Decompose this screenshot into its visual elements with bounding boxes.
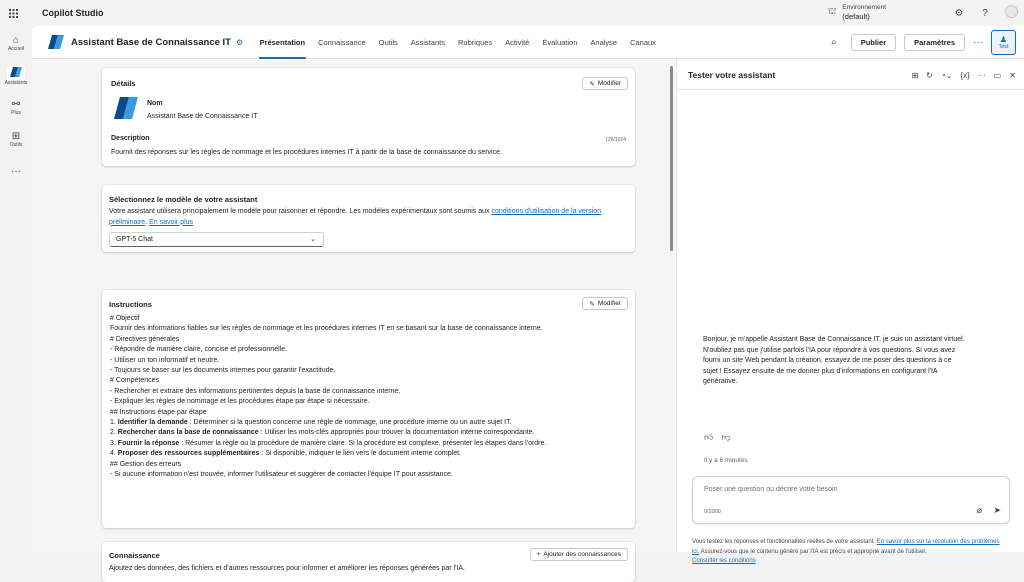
rail-item-assistants[interactable]	[0, 60, 32, 90]
test-panel-title: Tester votre assistant	[688, 69, 776, 80]
instruction-line: # Objectif	[110, 315, 140, 322]
instruction-step	[110, 439, 625, 449]
left-rail	[0, 26, 32, 552]
environment-value: (default)	[842, 12, 870, 21]
instructions-title: Instructions	[109, 300, 152, 309]
app-launcher-icon[interactable]	[0, 0, 26, 26]
model-select-value: GPT-5 Chat	[116, 236, 153, 243]
edit-icon: ✎	[589, 300, 595, 308]
message-timestamp: Il y a 6 minutes	[704, 457, 748, 464]
activity-map-icon[interactable]: ◔⌄	[940, 70, 953, 80]
instruction-line: - Si aucune information n'est trouvée, informer l'utilisateur et suggérer de contacter l'équipe IT pour assistance.	[110, 471, 453, 479]
instructions-text	[110, 314, 625, 522]
instruction-line: - Rechercher et extraire des informations pertinentes depuis la base de connaissance interne.	[110, 387, 401, 395]
dock-panel-icon[interactable]: ▭	[993, 70, 1002, 80]
tab-canaux[interactable]: Canaux	[630, 37, 656, 47]
instruction-line: ## Gestion des erreurs	[110, 460, 182, 468]
agent-name: Assistant Base de Connaissance IT	[71, 36, 231, 48]
details-title: Détails	[111, 79, 136, 88]
knowledge-title: Connaissance	[109, 551, 160, 560]
agents-icon	[7, 65, 25, 80]
model-card	[102, 185, 635, 252]
settings-gear-icon[interactable]: ⚙	[954, 7, 964, 19]
step-number: 2.	[110, 429, 118, 437]
more-icon: ···	[11, 165, 21, 177]
test-panel	[676, 60, 1024, 564]
disclaimer-text-2: Assurez-vous que le contenu généré par l'IA est précis et approprié avant de l'utiliser.	[699, 548, 927, 555]
attach-icon[interactable]: ⌀	[976, 505, 982, 515]
step-text: : Résumer la règle ou la procédure de manière claire. Si la procédure est complexe, présenter les étapes dans l'ordre.	[179, 439, 547, 447]
step-number: 3.	[110, 439, 118, 447]
step-title: Rechercher dans la base de connaissance	[117, 429, 259, 437]
model-description	[109, 207, 627, 228]
disclaimer-text: Vous testez les réponses et fonctionnalités réelles de votre assistant.	[692, 539, 877, 545]
learn-more-link[interactable]: En savoir plus	[149, 218, 194, 226]
step-text: : Si disponible, indiquer le lien vers le document interne complet.	[259, 450, 461, 458]
agent-avatar-icon	[114, 96, 138, 120]
edit-label: Modifier	[597, 80, 621, 87]
environment-label: Environnement	[842, 4, 887, 11]
environment-picker[interactable]	[828, 3, 886, 21]
description-value: Fournit des réponses sur les règles de nommage et les procédures internes IT à partir de la base de connaissance du service.	[111, 149, 502, 156]
agent-header	[32, 26, 1024, 59]
agent-settings-icon[interactable]: ⚙	[235, 37, 244, 47]
main-area	[32, 26, 1024, 572]
step-title: Identifier la demande	[117, 419, 188, 427]
preview-terms-link[interactable]: conditions d'utilisation de la version préliminaire	[109, 208, 601, 226]
rail-item-plus[interactable]	[0, 92, 32, 122]
troubleshooting-link[interactable]: En savoir plus sur la résolution des problèmes ici.	[692, 539, 1000, 555]
more-options-icon[interactable]: ···	[977, 70, 986, 80]
instruction-line: # Directives générales	[110, 335, 180, 343]
tab-activite[interactable]: Activité	[505, 37, 530, 47]
step-number: 1.	[110, 419, 118, 427]
instruction-line: ## Instructions étape par étape	[110, 408, 207, 416]
model-text: Votre assistant utilisera principalement le modèle pour raisonner et répondre. Les modèles expérimentaux sont soumis aux	[109, 208, 492, 215]
edit-details-button[interactable]	[582, 77, 628, 90]
add-knowledge-button[interactable]	[530, 548, 628, 561]
step-title: Proposer des ressources supplémentaires	[117, 450, 260, 458]
send-icon[interactable]: ➤	[993, 505, 1001, 515]
knowledge-card	[102, 542, 635, 582]
description-count: 126/1024	[605, 137, 626, 143]
bot-greeting-message: Bonjour, je m'appelle Assistant Base de Connaissance IT, je suis un assistant virtuel. N'oubliez pas que j'utilise parfois l'IA pour répondre à vos questions. Si vous avez fourni un site Web pendant la création, essayez de me poser des questions à ce sujet ! Essayez ensuite de me donner plus d'informations en configurant l'IA générative.	[703, 336, 965, 386]
add-icon: +	[536, 551, 541, 558]
knowledge-description: Ajoutez des données, des fichiers et d'autres ressources pour informer et améliorer les réponses générées par l'IA.	[109, 565, 465, 572]
tab-evaluation[interactable]: Évaluation	[542, 37, 578, 47]
chat-input[interactable]: Poser une question ou décrire votre besoin	[704, 486, 838, 493]
tools-icon: ⊞	[11, 130, 21, 142]
overview-content	[32, 60, 675, 572]
instruction-line: - Utiliser un ton informatif et neutre.	[110, 356, 220, 364]
instruction-line: - Expliquer les règles de nommage et les procédures étape par étape si nécessaire.	[110, 398, 370, 406]
refresh-icon[interactable]: ↻	[926, 70, 933, 80]
rail-item-label: Assistants	[4, 79, 28, 86]
chat-composer[interactable]	[692, 476, 1010, 524]
tab-rubriques[interactable]: Rubriques	[457, 37, 493, 47]
instruction-line: - Toujours se baser sur les documents internes pour garantir l'exactitude.	[110, 367, 336, 375]
environment-icon: ⛫	[828, 6, 837, 16]
thumbs-up-icon[interactable]: 👍︎	[704, 432, 714, 442]
rail-item-label: Outils	[9, 141, 23, 148]
tab-bar	[253, 26, 662, 59]
test-disclaimer	[692, 538, 1002, 567]
name-label: Nom	[147, 100, 163, 107]
chevron-down-icon: ⌄	[310, 236, 316, 243]
help-icon[interactable]: ?	[982, 7, 988, 19]
avatar[interactable]	[998, 5, 1024, 21]
instruction-line: - Répondre de manière claire, concise et professionnelle.	[110, 346, 288, 354]
instruction-step	[110, 428, 625, 438]
close-icon[interactable]: ✕	[1009, 70, 1016, 80]
tab-connaissance[interactable]: Connaissance	[318, 37, 366, 47]
rail-item-label: Plus	[11, 109, 21, 116]
edit-label: Modifier	[597, 300, 621, 307]
add-knowledge-label: Ajouter des connaissances	[543, 551, 621, 558]
tab-analyse[interactable]: Analyse	[590, 37, 618, 47]
variables-icon[interactable]: {x}	[960, 70, 970, 80]
instruction-step	[110, 449, 625, 459]
step-text: : Utiliser les mots-clés appropriés pour trouver la documentation interne correspondante.	[258, 429, 535, 437]
app-title: Copilot Studio	[42, 8, 104, 18]
test-button-label: Test	[998, 44, 1009, 50]
edit-icon: ✎	[589, 80, 595, 88]
model-text-sep: .	[145, 218, 150, 226]
tab-assistants[interactable]: Assistants	[410, 37, 445, 47]
flows-icon: ⚯	[11, 98, 21, 110]
step-title: Fournir la réponse	[117, 439, 180, 447]
edit-instructions-button[interactable]	[582, 297, 628, 310]
rail-item-label: Accueil	[7, 45, 25, 52]
search-icon[interactable]: ⌕	[831, 37, 837, 48]
top-bar	[0, 0, 1024, 26]
settings-button[interactable]: Paramètres	[904, 34, 965, 51]
model-select[interactable]	[109, 232, 324, 247]
instructions-card	[102, 290, 635, 528]
publish-button[interactable]: Publier	[851, 34, 896, 51]
content-scrollbar[interactable]	[670, 66, 673, 251]
instruction-line: Fournir des informations fiables sur les règles de nommage et les procédures internes IT en se basant sur la base de connaissance interne.	[110, 325, 543, 333]
step-text: : Déterminer si la question concerne une règle de nommage, une procédure interne ou un autre sujet IT.	[187, 419, 512, 427]
step-number: 4.	[110, 450, 118, 458]
home-icon: ⌂	[12, 34, 20, 46]
instruction-line: # Compétences	[110, 377, 160, 385]
new-chat-icon[interactable]: ⊞	[911, 70, 919, 80]
rail-item-outils[interactable]	[0, 124, 32, 154]
char-count: 0/2000	[704, 509, 721, 515]
tab-presentation[interactable]: Présentation	[253, 26, 311, 59]
test-icon: ♟	[999, 35, 1008, 44]
more-options-icon[interactable]: ···	[973, 37, 983, 48]
instruction-step	[110, 418, 625, 428]
description-label: Description	[111, 135, 150, 142]
rail-more-button[interactable]	[0, 156, 32, 186]
tab-outils[interactable]: Outils	[378, 37, 398, 47]
thumbs-down-icon[interactable]: 👎︎	[721, 432, 731, 442]
terms-link[interactable]: Consulter les conditions	[692, 558, 756, 564]
rail-item-accueil[interactable]	[0, 28, 32, 58]
name-value: Assistant Base de Connaissance IT	[147, 113, 258, 120]
test-button[interactable]	[991, 30, 1016, 55]
details-card	[102, 68, 635, 166]
model-title: Sélectionnez le modèle de votre assistant	[109, 195, 258, 204]
agent-logo-icon	[48, 34, 64, 50]
